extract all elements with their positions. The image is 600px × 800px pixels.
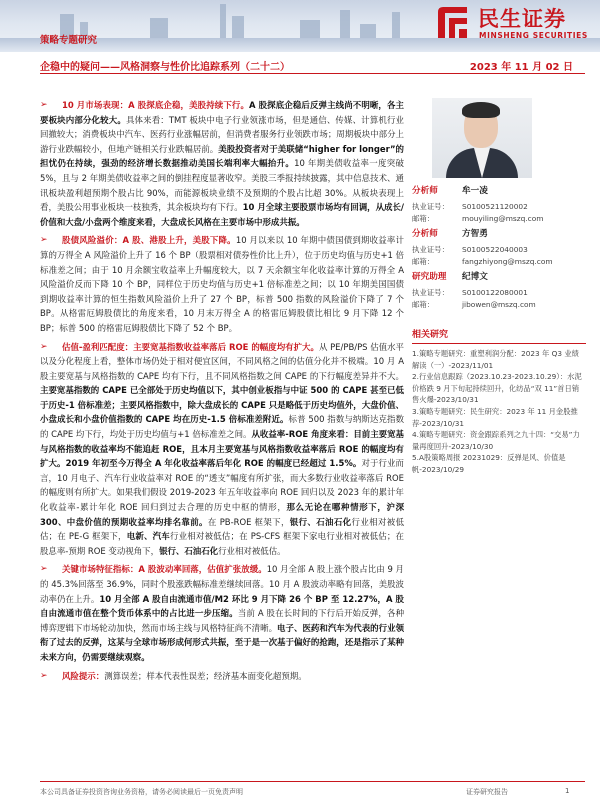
section-heading: 估值-盈利匹配度：主要宽基指数收益率落后 ROE 的幅度均有扩大。 <box>62 341 319 352</box>
cert-label: 执业证号： <box>412 202 449 211</box>
analyst-row <box>412 270 586 287</box>
page-number: 1 <box>565 787 570 795</box>
related-research-item[interactable]: 2.行业信息跟踪（2023.10.23-2023.10.29）：水泥价格跌 9 月下旬起持续回升，化纺品“双 11”首日销售火爆-2023/10/31 <box>412 372 582 405</box>
analyst-row <box>412 213 586 225</box>
analyst-row <box>412 287 586 299</box>
footer-label: 证券研究报告 <box>466 788 508 796</box>
bold-text: 从收益率-ROE 角度来看：目前主要宽基与风格指数的收益率均不能追赶 ROE，且本月主要宽基与风格指数收益率落后 ROE 的幅度均有扩大。2019 年初至今万得全 A 年化收益率落后年化 ROE 的幅度已经超过 1.5%。 <box>40 429 404 469</box>
report-series-title: 企稳中的疑问——风格洞察与性价比追踪系列（二十二） <box>40 62 290 73</box>
bold-text: 那么无论在哪种情形下，沪深 300、中盘价值的预期收益率均排名靠前。 <box>40 502 405 527</box>
cert-number: S0100521120002 <box>462 202 528 211</box>
bold-text: 主要宽基指数的 CAPE 已全部处于历史均值以下，其中创业板指与中证 500 的 CAPE 甚至已低于历史-1 倍标准差；主要风格指数中，除大盘成长的 CAPE 只是略低于历史均值外，大盘价值、小盘成长和小盘价值指数的 CAPE 均在历史-1.5 倍标准差附近。 <box>40 385 404 425</box>
section-heading: 风险提示： <box>62 670 105 681</box>
body-text: 具体来看：TMT 板块中电子行业领涨市场，但是通信、传媒、计算机行业回撤较大；消费板块中汽车、医药行业涨幅居前，但消费者服务行业领跌市场；周期板块中部分上游行业跌幅较小，但地产链相关行业跌幅居前。 <box>40 114 404 154</box>
related-research-item[interactable]: 1.策略专题研究：重塑利润分配：2023 年 Q3 业绩解读（一）-2023/11/01 <box>412 349 579 370</box>
email-label: 邮箱： <box>412 257 435 266</box>
analyst-row <box>412 299 586 311</box>
doc-type-label: 策略专题研究 <box>40 35 98 46</box>
body-text: 10 月全部 A 股上涨个股占比由 9 月的 45.3%回落至 36.9%，同时个股涨跌幅标准差继续回落。10 月 A 股波动率略有回落，美股波动率仍在上升。 <box>40 564 404 604</box>
bold-text: 10 月全部 A 股自由流通市值/M2 环比 9 月下降 26 个 BP 至 12.27%，A 股自由流通市值在整个货币体系中的占比进一步压缩。 <box>40 593 404 619</box>
section-paragraph <box>40 340 404 559</box>
related-research-item[interactable]: 3.策略专题研究：民生研究：2023 年 11 月金股推荐-2023/10/31 <box>412 406 578 428</box>
analyst-name: 方智勇 <box>462 229 488 239</box>
footer-divider <box>40 781 585 782</box>
header-divider <box>40 73 585 74</box>
analyst-role: 分析师 <box>412 229 438 239</box>
minsheng-logo-icon <box>434 4 472 42</box>
related-research-item[interactable]: 4.策略专题研究：资金跟踪系列之九十四：“交易”力量再度回升-2023/10/30 <box>412 430 580 451</box>
body-text: 对于行业而言，10 月电子、汽车行业收益率对 ROE 的“透支”幅度有所扩张，而大多数行业收益率落后 ROE 的幅度则有所扩大。如果我们假设 2019-2023 年五年收益率向 ROE 回归以及 2023 年的累计年化收益率-累计年化 ROE 回归到过去合理的历史中枢的情形， <box>40 458 404 513</box>
summary-section <box>40 340 404 559</box>
bullet-arrow-icon: ➢ <box>40 341 48 352</box>
email-address[interactable]: fangzhiyong@mszq.com <box>462 257 553 266</box>
body-text: 行业相对被低估；在 PS-CFS 框架下家电行业相对被低估；在股息率-预期 ROE 变动视角下， <box>40 531 404 556</box>
bullet-arrow-icon: ➢ <box>40 235 48 246</box>
cert-label: 执业证号： <box>412 245 449 254</box>
logo-text-en: MINSHENG SECURITIES <box>479 31 588 40</box>
bullet-arrow-icon: ➢ <box>40 100 48 110</box>
summary-section <box>40 669 404 684</box>
bold-text: 美股投资者对于美联储“higher for longer”的担忧仍在持续，强劲的经济增长数据推动美国长端利率大幅抬升。 <box>40 143 404 169</box>
summary-section <box>40 233 404 335</box>
email-address[interactable]: mouyiling@mszq.com <box>462 214 544 223</box>
analyst-list <box>412 184 586 313</box>
analyst-row <box>412 184 586 201</box>
analyst-photo <box>432 98 532 178</box>
report-body <box>40 98 404 687</box>
bold-text: 银行、石油石化 <box>159 545 219 556</box>
section-paragraph <box>40 233 404 335</box>
email-address[interactable]: jibowen@mszq.com <box>462 300 536 309</box>
analyst-name: 纪博文 <box>462 272 488 282</box>
email-label: 邮箱： <box>412 214 435 223</box>
body-text: 10 年期美债收益率一度突破 5%，且与 2 年期美债收益率之间的倒挂程度显著收窄。美股三季报持续披露，其中信息技术、通讯板块盈利超预期个股占比 90%，而能源板块业绩不及预期的个股占比超 30%。从板块表现上看，美股公用事业板块一枝独秀，其余板块均有下行。 <box>40 158 404 213</box>
analyst-row <box>412 244 586 256</box>
bold-text: 电子、医药和汽车为代表的行业领衔了过去的反弹，这某与全球市场形成何形式共振，至于是一次基于偏好的抢跑，还是指示了某种未来方向，仍需要继续观察。 <box>40 622 405 662</box>
analyst-name: 牟一凌 <box>462 186 488 196</box>
logo-text-cn: 民生证券 <box>478 7 566 31</box>
section-heading: 股债风险溢价：A 股、港股上升，美股下降。 <box>62 235 236 246</box>
section-paragraph <box>40 669 404 684</box>
email-label: 邮箱： <box>412 300 435 309</box>
summary-section <box>40 98 404 229</box>
body-text: 在 PB-ROE 框架下， <box>207 516 290 527</box>
cert-number: S0100522040003 <box>462 245 528 254</box>
body-text: 标普 500 指数与纳斯达克指数的 CAPE 均下行，均处于历史均值与+1 倍标准差之间。 <box>40 414 405 440</box>
analyst-role: 研究助理 <box>412 272 447 282</box>
analyst-row <box>412 256 586 268</box>
analyst-row <box>412 201 586 213</box>
bullet-arrow-icon: ➢ <box>40 564 48 575</box>
body-text: 行业相对被低估；在 PE-G 框架下， <box>40 516 405 542</box>
body-text: 从 PE/PB/PS 估值水平以及分化程度上看，整体市场仍处于相对便宜区间，不同风格之间的估值分化并不极端。10 月 A 股主要宽基与风格指数的 CAPE 均有下行，且不同风格指数之间 CAPE 的下行幅度差异并不大。 <box>40 341 404 381</box>
cert-number: S0100122080001 <box>462 288 528 297</box>
bold-text: 银行、石油石化 <box>289 516 352 527</box>
cert-label: 执业证号： <box>412 288 449 297</box>
body-text: 当前 A 股在长时间的下行后开始反弹，各种博弈逻辑下市场轮动加快，然而市场主线与风格特征尚不清晰。 <box>40 608 405 633</box>
related-research-list <box>412 348 586 476</box>
section-paragraph <box>40 562 404 664</box>
analyst-role: 分析师 <box>412 186 438 196</box>
related-research-title: 相关研究 <box>412 327 586 344</box>
body-text: 10 月以来以 10 年期中债国债到期收益率计算的万得全 A 风险溢价上升了 16 个 BP（股票相对债券性价比上升），位于历史均值与历史+1 倍标准差之间；由于 10 月余额宝收益率上升幅度较大，以 7 天余额宝年化收益率计算的万得全 A 风险溢价反而下降 10 个 BP，同样位于历史均值与历史+1 倍标准差之间；以 10 年期美国国债到期收益率计算的恒生指数风险溢价上升了 27 个 BP，标普 500 指数的风险溢价下降了 7 个 BP。从格雷厄姆股债比的角度来看，10 月末万得全 A 的格雷厄姆股债比相比 9 月下降 12 个 BP；标普 500 的格雷厄姆股债比下降了 52 个 BP。 <box>40 235 404 333</box>
body-text: 测算误差；样本代表性误差；经济基本面变化超预期。 <box>104 670 307 681</box>
report-date: 2023 年 11 月 02 日 <box>469 62 573 73</box>
body-text: 行业相对被低估。 <box>218 545 286 556</box>
analyst-row <box>412 227 586 244</box>
bullet-arrow-icon: ➢ <box>40 670 48 681</box>
section-heading: 关键市场特征指标：A 股波动率回落，估值扩张放缓。 <box>62 564 267 575</box>
bold-text: 10 月全球主要股票市场均有回调，从成长/价值和大盘/小盘两个维度来看，大盘成长风格在主要市场中形成共振。 <box>40 202 404 227</box>
bold-text: A 股探底企稳后反弹主线尚不明晰，各主要板块内部分化较大。 <box>40 100 404 125</box>
bold-text: 电新、汽车 <box>126 531 170 542</box>
company-logo <box>434 2 594 48</box>
footer-disclaimer: 本公司具备证券投资咨询业务资格，请务必阅读最后一页免责声明 <box>40 788 243 796</box>
sidebar <box>412 98 586 476</box>
section-paragraph <box>40 98 404 229</box>
section-heading: 10 月市场表现：A 股探底企稳，美股持续下行。 <box>62 100 250 110</box>
summary-section <box>40 562 404 664</box>
related-research-item[interactable]: 5.A股策略周报 20231029：反弹是风、价值是帆-2023/10/29 <box>412 453 566 474</box>
